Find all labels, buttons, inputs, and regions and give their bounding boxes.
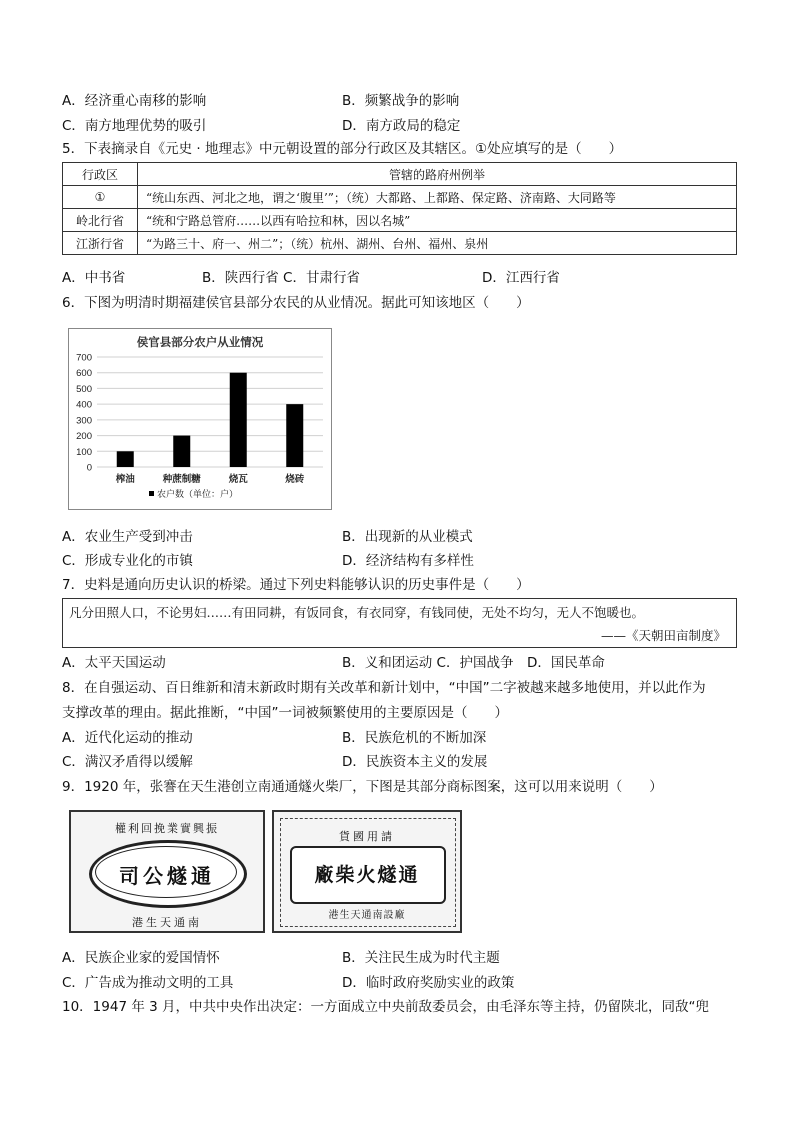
q6-option-d: D．经济结构有多样性 [342, 553, 474, 569]
table-cell: “统和宁路总管府……以西有哈拉和林，因以名城” [138, 209, 737, 232]
q9-option-b: B．关注民生成为时代主题 [342, 950, 500, 966]
label-left-center-text: 司公燧通 [119, 864, 215, 888]
x-tick-label: 烧砖 [285, 474, 305, 485]
q4-option-d: D．南方政局的稳定 [342, 118, 461, 134]
table-cell: “为路三十、府一、州二”；（统）杭州、湖州、台州、福州、泉州 [138, 232, 737, 255]
bar-烧砖 [286, 404, 303, 467]
legend-swatch [149, 491, 154, 496]
q7-option-bcd: B．义和团运动 C．护国战争 D．国民革命 [342, 655, 605, 671]
table-header-cell: 管辖的路府州例举 [138, 163, 737, 186]
q4-option-c: C．南方地理优势的吸引 [62, 118, 207, 134]
q7-stem: 7．史料是通向历史认识的桥梁。通过下列史料能够认识的历史事件是（ ） [62, 577, 530, 593]
table-row [63, 232, 737, 255]
q10-stem: 10．1947 年 3 月，中共中央作出决定：一方面成立中央前敌委员会，由毛泽东等主持，仍留陕北，同敌“兜 [62, 999, 709, 1015]
table-row [63, 186, 737, 209]
q8-option-a: A．近代化运动的推动 [62, 730, 193, 746]
x-tick-label: 烧瓦 [228, 474, 248, 485]
q5-region-table [62, 162, 737, 255]
q5-option-a: A．中书省 [62, 270, 126, 286]
y-tick-label: 400 [76, 399, 92, 411]
q7-quote-text: 凡分田照人口，不论男妇……有田同耕，有饭同食，有衣同穿，有钱同使，无处不均匀，无人不饱暖也。 [69, 605, 645, 620]
q9-stem: 9．1920 年，张謇在天生港创立南通通燧火柴厂，下图是其部分商标图案，这可以用来说明（ ） [62, 779, 663, 795]
x-tick-label: 种蔗制糖 [162, 474, 201, 485]
y-tick-label: 100 [76, 446, 92, 458]
q5-option-d: D．江西行省 [482, 270, 560, 286]
q5-stem: 5．下表摘录自《元史 · 地理志》中元朝设置的部分行政区及其辖区。①处应填写的是（ ） [62, 141, 623, 157]
y-tick-label: 500 [76, 383, 92, 395]
q6-bar-chart [68, 328, 332, 510]
label-right-top-text: 貨國用請 [339, 830, 395, 843]
q8-stem-line1: 8．在自强运动、百日维新和清末新政时期有关改革和新计划中，“中国”二字被越来越多地使用，并以此作为 [62, 680, 706, 696]
y-tick-label: 200 [76, 431, 92, 443]
table-cell: 江浙行省 [63, 232, 138, 255]
table-cell: “统山东西、河北之地，谓之‘腹里’”；（统）大都路、上都路、保定路、济南路、大同路等 [138, 186, 737, 209]
bar-种蔗制糖 [173, 436, 190, 467]
q8-option-d: D．民族资本主义的发展 [342, 754, 488, 770]
y-tick-label: 300 [76, 415, 92, 427]
q5-option-bc: B．陕西行省 C．甘肃行省 [202, 270, 360, 286]
q4-option-b: B．频繁战争的影响 [342, 93, 460, 109]
q9-option-c: C．广告成为推动文明的工具 [62, 975, 234, 991]
q8-option-b: B．民族危机的不断加深 [342, 730, 487, 746]
chart-svg [69, 329, 331, 509]
table-row [63, 163, 737, 186]
legend-label: 农户数（单位：户） [157, 489, 239, 499]
bar-烧瓦 [230, 373, 247, 467]
q9-option-a: A．民族企业家的爱国情怀 [62, 950, 220, 966]
q4-option-a: A．经济重心南移的影响 [62, 93, 207, 109]
q9-option-d: D．临时政府奖励实业的政策 [342, 975, 515, 991]
q8-option-c: C．满汉矛盾得以缓解 [62, 754, 193, 770]
q7-quote-box [62, 598, 737, 648]
label-left-bottom-text: 港生天通南 [132, 916, 202, 929]
table-header-cell: 行政区 [63, 163, 138, 186]
matchbox-label-right [272, 810, 462, 933]
q6-option-b: B．出现新的从业模式 [342, 529, 473, 545]
chart-title: 侯官县部分农户从业情况 [136, 337, 264, 349]
q6-option-a: A．农业生产受到冲击 [62, 529, 193, 545]
q7-option-a: A．太平天国运动 [62, 655, 166, 671]
y-tick-label: 600 [76, 368, 92, 380]
label-right-bottom-text: 港生天通南設廠 [328, 910, 406, 921]
q6-stem: 6．下图为明清时期福建侯官县部分农民的从业情况。据此可知该地区（ ） [62, 295, 530, 311]
label-right-center-text: 廠柴火燧通 [314, 864, 420, 886]
y-tick-label: 0 [86, 462, 92, 474]
q7-quote-source: ——《天朝田亩制度》 [600, 628, 726, 643]
y-tick-label: 700 [76, 352, 92, 364]
x-tick-label: 榨油 [115, 474, 135, 485]
q6-option-c: C．形成专业化的市镇 [62, 553, 193, 569]
table-row [63, 209, 737, 232]
table-cell: ① [63, 186, 138, 209]
bar-榨油 [117, 451, 134, 467]
table-cell: 岭北行省 [63, 209, 138, 232]
label-left-top-text: 權利回挽業實興振 [115, 822, 219, 835]
q8-stem-line2: 支撑改革的理由。据此推断，“中国”一词被频繁使用的主要原因是（ ） [62, 705, 508, 721]
matchbox-label-left [69, 810, 265, 933]
